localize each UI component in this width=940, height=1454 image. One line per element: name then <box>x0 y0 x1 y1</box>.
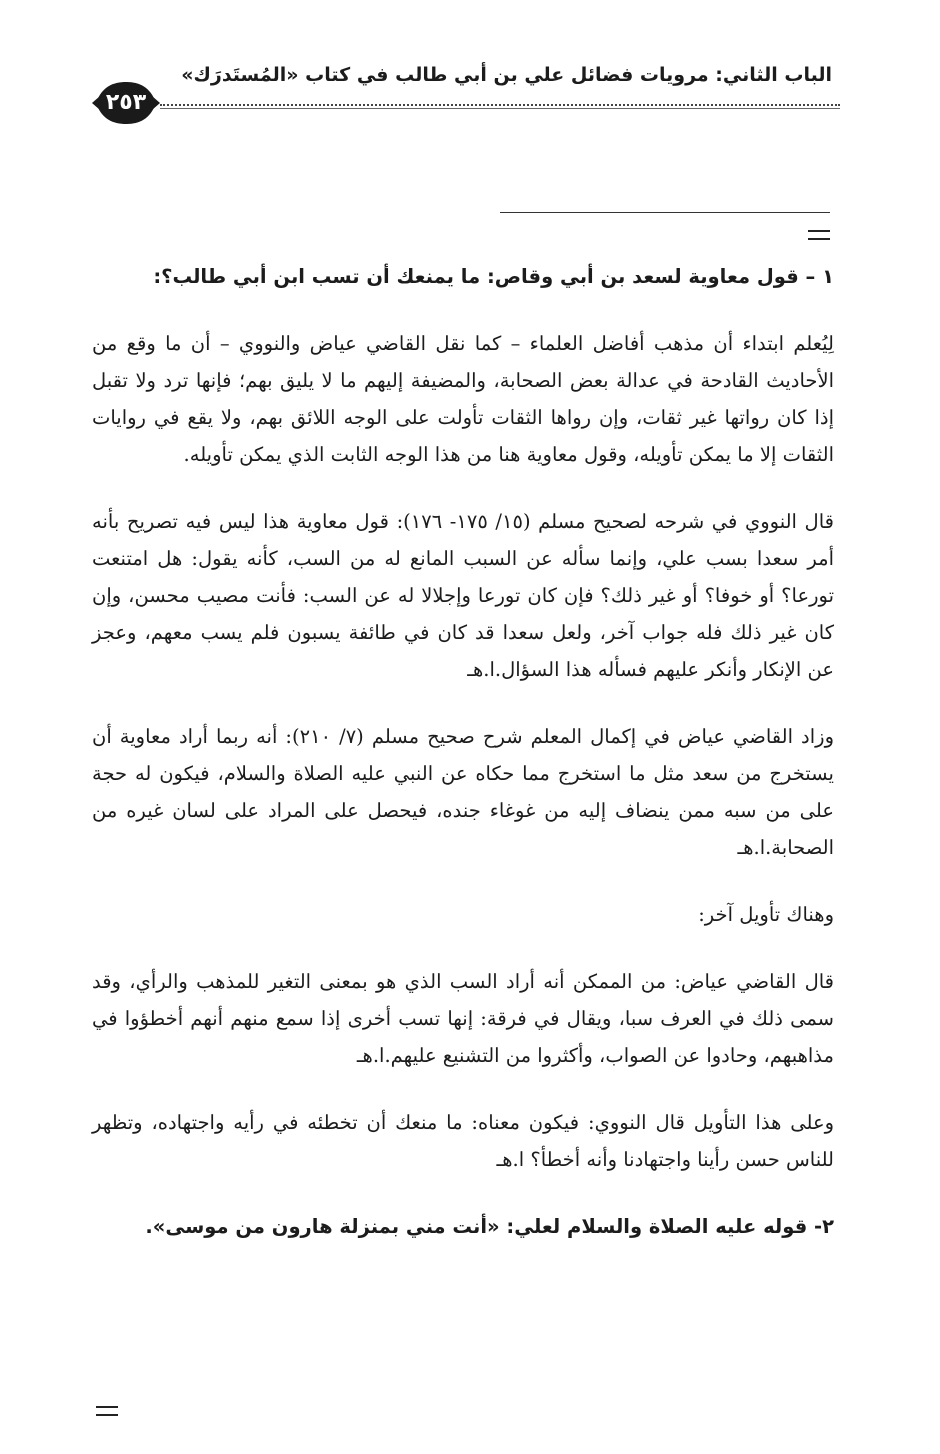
page-number: ٢٥٣ <box>105 90 147 115</box>
spacer <box>92 473 834 503</box>
footnote-separator <box>500 212 830 213</box>
running-title: الباب الثاني: مرويات فضائل علي بن أبي طالب في كتاب «المُستَدرَك» <box>181 64 832 86</box>
header-rule-dotted <box>160 104 840 106</box>
section-heading-1: ١ – قول معاوية لسعد بن أبي وقاص: ما يمنعك أن تسب ابن أبي طالب؟: <box>153 265 834 288</box>
main-text <box>92 258 834 1245</box>
paragraph-6: وعلى هذا التأويل قال النووي: فيكون معناه: ما منعك أن تخطئه في رأيه واجتهاده، وتظهر للناس حسن رأينا واجتهادنا وأنه أخطأ؟ ا.هـ <box>92 1111 834 1171</box>
spacer <box>92 1074 834 1104</box>
spacer <box>92 866 834 896</box>
continuation-mark-top <box>808 230 830 240</box>
paragraph-5: قال القاضي عياض: من الممكن أنه أراد السب الذي هو بمعنى التغير للمذهب والرأي، وقد سمى ذلك في العرف سبا، ويقال في فرقة: إنها تسب أخرى إذا سمع منهم أنهم أخطؤوا في مذاهبهم، وحادوا عن الصواب، وأكثروا من التشنيع عليهم.ا.هـ <box>92 970 834 1067</box>
section-heading-2: ٢- قوله عليه الصلاة والسلام لعلي: «أنت مني بمنزلة هارون من موسى». <box>145 1215 834 1238</box>
paragraph-2: قال النووي في شرحه لصحيح مسلم (١٥/ ١٧٥- ١٧٦): قول معاوية هذا ليس فيه تصريح بأنه أمر سعدا بسب علي، وإنما سأله عن السبب المانع له من السب، كأنه يقول: هل امتنعت تورعا؟ أو خوفا؟ أو غير ذلك؟ فإن كان تورعا وإجلالا له عن السب: فأنت مصيب محسن، وإن كان غير ذلك فله جواب آخر، ولعل سعدا قد كان في طائفة يسبون فلم يسب معهم، وعجز عن الإنكار وأنكر عليهم فسأله هذا السؤال.ا.هـ <box>92 510 834 681</box>
continuation-mark-bottom <box>96 1406 118 1416</box>
spacer <box>92 1178 834 1208</box>
paragraph-3: وزاد القاضي عياض في إكمال المعلم شرح صحيح مسلم (٧/ ٢١٠): أنه ربما أراد معاوية أن يستخرج من سعد مثل ما استخرج مما حكاه عن النبي عليه الصلاة والسلام، فيكون له حجة على من سبه ممن ينضاف إليه من غوغاء جنده، فيحصل على المراد على لسان غيره من الصحابة.ا.هـ <box>92 725 834 859</box>
spacer <box>92 688 834 718</box>
header-rule <box>160 108 840 109</box>
spacer <box>92 933 834 963</box>
spacer <box>92 295 834 325</box>
paragraph-1: لِيُعلم ابتداء أن مذهب أفاضل العلماء – كما نقل القاضي عياض والنووي – أن ما وقع من الأحاديث القادحة في عدالة بعض الصحابة، والمضيفة إليهم ما لا يليق بهم؛ فإنها ترد ولا تقبل إذا كان رواتها غير ثقات، وإن رواها الثقات تأولت على الوجه اللائق بهم، ولا يقع في روايات الثقات إلا ما يمكن تأويله، وقول معاوية هنا من هذا الوجه الثابت الذي يمكن تأويله. <box>92 332 834 466</box>
paragraph-4: وهناك تأويل آخر: <box>698 903 834 926</box>
